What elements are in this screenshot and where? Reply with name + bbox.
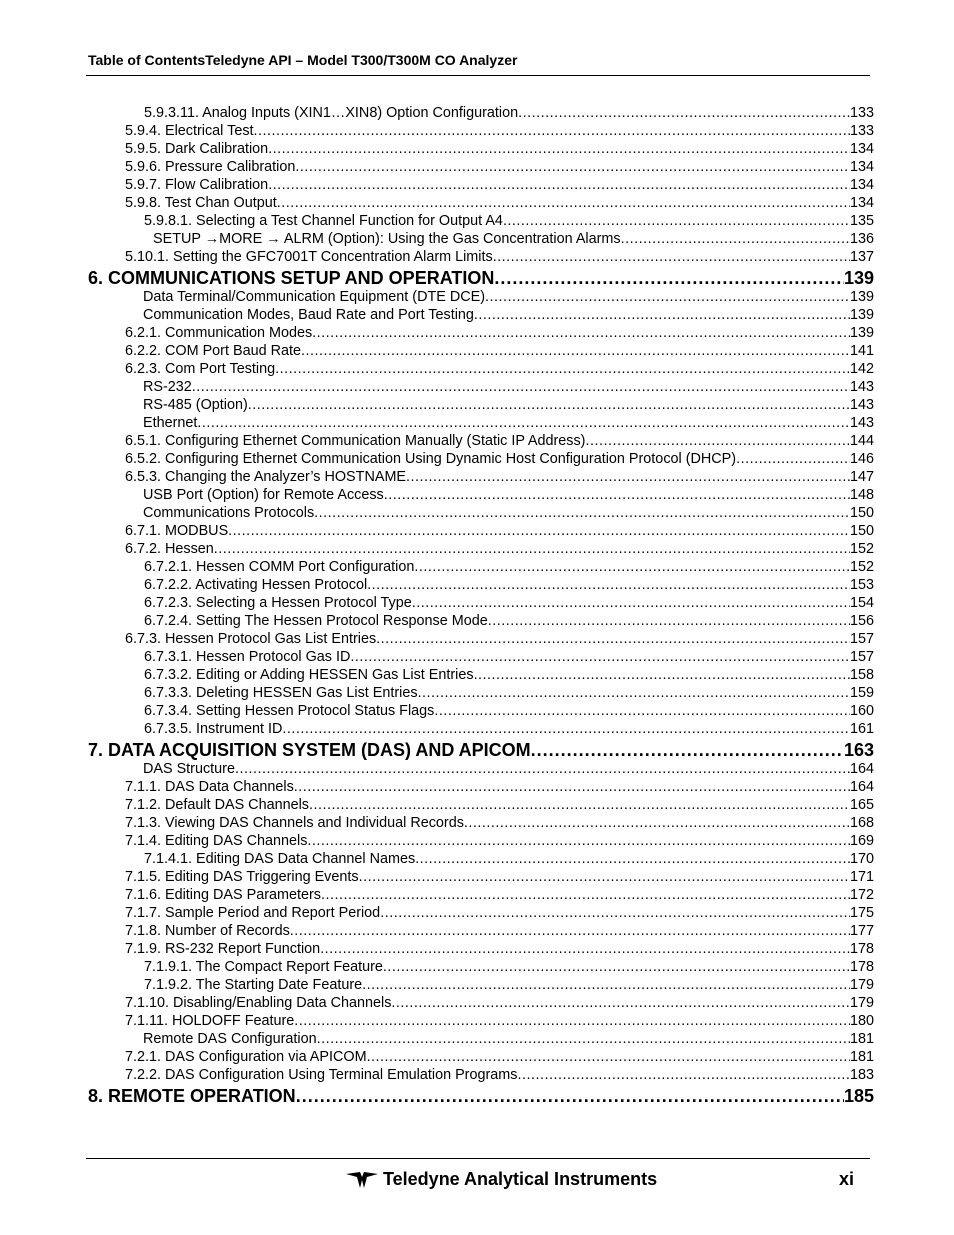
- toc-entry[interactable]: [88, 994, 874, 1012]
- toc-entry[interactable]: [88, 702, 874, 720]
- toc-entry-page: 150: [849, 505, 874, 521]
- toc-entry-page: 135: [849, 213, 874, 229]
- toc-entry-page: 170: [849, 851, 874, 867]
- toc-entry-page: 181: [849, 1049, 874, 1065]
- toc-entry-page: 160: [849, 703, 874, 719]
- toc-entry-page: 144: [849, 433, 874, 449]
- toc-entry-title: 7.1.9. RS-232 Report Function: [125, 941, 321, 957]
- toc-entry[interactable]: [88, 558, 874, 576]
- toc-entry-title: Remote DAS Configuration: [143, 1031, 317, 1047]
- toc-entry-title: 6.2.2. COM Port Baud Rate: [125, 343, 301, 359]
- toc-entry-page: 158: [849, 667, 874, 683]
- toc-entry-page: 134: [849, 159, 874, 175]
- toc-entry[interactable]: [88, 158, 874, 176]
- toc-entry-page: 143: [849, 379, 874, 395]
- toc-entry-page: 147: [849, 469, 874, 485]
- dot-leader: [275, 360, 850, 378]
- toc-entry-page: 164: [849, 761, 874, 777]
- toc-entry-title: USB Port (Option) for Remote Access: [143, 487, 384, 503]
- toc-entry-title: 6.5.3. Changing the Analyzer’s HOSTNAME: [125, 469, 407, 485]
- toc-entry-page: 157: [849, 649, 874, 665]
- toc-entry[interactable]: [88, 904, 874, 922]
- toc-entry-title: 6.7.3.1. Hessen Protocol Gas ID: [144, 649, 351, 665]
- toc-entry-page: 139: [849, 307, 874, 323]
- toc-entry[interactable]: [88, 324, 874, 342]
- toc-entry[interactable]: [88, 922, 874, 940]
- dot-leader: [359, 868, 850, 886]
- toc-entry[interactable]: [88, 886, 874, 904]
- toc-entry-title: 7.1.6. Editing DAS Parameters: [125, 887, 321, 903]
- toc-chapter-entry[interactable]: [88, 268, 874, 288]
- toc-entry-title: 7.1.1. DAS Data Channels: [125, 779, 294, 795]
- dot-leader: [517, 1066, 850, 1084]
- dot-leader: [296, 1086, 844, 1106]
- toc-entry-page: 137: [849, 249, 874, 265]
- toc-entry[interactable]: [88, 212, 874, 230]
- dot-leader: [488, 612, 850, 630]
- dot-leader: [235, 760, 850, 778]
- toc-entry[interactable]: [88, 248, 874, 266]
- dot-leader: [406, 468, 850, 486]
- dot-leader: [248, 396, 850, 414]
- toc-entry-page: 139: [849, 289, 874, 305]
- toc-entry-title: 7.2.1. DAS Configuration via APICOM: [125, 1049, 367, 1065]
- toc-entry-page: 185: [843, 1086, 874, 1106]
- toc-entry-page: 142: [849, 361, 874, 377]
- toc-entry[interactable]: [88, 576, 874, 594]
- dot-leader: [192, 378, 850, 396]
- toc-entry-title: 7.1.3. Viewing DAS Channels and Individual Records: [125, 815, 464, 831]
- toc-entry-title: 7.1.4. Editing DAS Channels: [125, 833, 308, 849]
- toc-entry[interactable]: [88, 612, 874, 630]
- toc-entry-page: 136: [849, 231, 874, 247]
- teledyne-logo-icon: [345, 1168, 379, 1190]
- toc-entry-page: 148: [849, 487, 874, 503]
- dot-leader: [376, 630, 850, 648]
- dot-leader: [391, 994, 850, 1012]
- dot-leader: [474, 666, 850, 684]
- dot-leader: [268, 176, 850, 194]
- toc-entry[interactable]: [88, 1012, 874, 1030]
- dot-leader: [317, 1030, 850, 1048]
- toc-entry[interactable]: [88, 414, 874, 432]
- header-rule: [86, 75, 870, 76]
- toc-entry-title: 6.5.1. Configuring Ethernet Communication Manually (Static IP Address): [125, 433, 586, 449]
- toc-entry-page: 154: [849, 595, 874, 611]
- toc-entry-page: 171: [849, 869, 874, 885]
- dot-leader: [414, 558, 850, 576]
- toc-entry-title: 5.10.1. Setting the GFC7001T Concentration Alarm Limits: [125, 249, 493, 265]
- toc-entry-page: 161: [849, 721, 874, 737]
- toc-entry-page: 178: [849, 959, 874, 975]
- toc-entry-title: 5.9.8. Test Chan Output: [125, 195, 277, 211]
- toc-entry-title: 7.1.10. Disabling/Enabling Data Channels: [125, 995, 392, 1011]
- dot-leader: [585, 432, 850, 450]
- toc-entry[interactable]: [88, 814, 874, 832]
- toc-entry-title: 6.5.2. Configuring Ethernet Communication Using Dynamic Host Configuration Protocol (DHCP): [125, 451, 737, 467]
- toc-entry-title: 5.9.7. Flow Calibration: [125, 177, 269, 193]
- dot-leader: [228, 522, 850, 540]
- toc-entry-page: 156: [849, 613, 874, 629]
- toc-entry[interactable]: [88, 1066, 874, 1084]
- dot-leader: [309, 796, 850, 814]
- toc-entry[interactable]: [88, 868, 874, 886]
- toc-entry[interactable]: [88, 540, 874, 558]
- toc-entry[interactable]: [88, 504, 874, 522]
- toc-chapter-entry[interactable]: [88, 1086, 874, 1106]
- toc-entry-page: 146: [849, 451, 874, 467]
- toc-entry-page: 175: [849, 905, 874, 921]
- dot-leader: [518, 104, 850, 122]
- page-number: xi: [838, 1169, 854, 1189]
- toc-entry[interactable]: [88, 378, 874, 396]
- toc-entry[interactable]: [88, 288, 874, 306]
- toc-entry-title: Communication Modes, Baud Rate and Port Testing: [143, 307, 474, 323]
- toc-entry-page: 139: [843, 268, 874, 288]
- toc-entry-page: 183: [849, 1067, 874, 1083]
- toc-entry-title: 5.9.6. Pressure Calibration: [125, 159, 296, 175]
- toc-entry[interactable]: [88, 648, 874, 666]
- dot-leader: [268, 140, 850, 158]
- toc-entry[interactable]: [88, 306, 874, 324]
- dot-leader: [383, 958, 850, 976]
- toc-entry[interactable]: [88, 396, 874, 414]
- dot-leader: [362, 976, 850, 994]
- toc-entry-page: 169: [849, 833, 874, 849]
- toc-entry-page: 180: [849, 1013, 874, 1029]
- toc-entry-page: 143: [849, 415, 874, 431]
- toc-entry-title: 7.1.8. Number of Records: [125, 923, 290, 939]
- toc-entry-title: 6.7.3.2. Editing or Adding HESSEN Gas List Entries: [144, 667, 474, 683]
- toc-entry-title: 6.2.1. Communication Modes: [125, 325, 313, 341]
- dot-leader: [736, 450, 850, 468]
- dot-leader: [320, 940, 850, 958]
- dot-leader: [412, 594, 850, 612]
- toc-entry-title: 7.1.11. HOLDOFF Feature: [125, 1013, 295, 1029]
- toc-entry-page: 134: [849, 177, 874, 193]
- dot-leader: [277, 194, 850, 212]
- toc-entry[interactable]: [88, 594, 874, 612]
- toc-entry[interactable]: [88, 140, 874, 158]
- dot-leader: [474, 306, 850, 324]
- toc-entry[interactable]: [88, 230, 874, 248]
- toc-entry-title: 5.9.3.11. Analog Inputs (XIN1…XIN8) Option Configuration: [144, 105, 519, 121]
- toc-entry-page: 134: [849, 141, 874, 157]
- toc-entry[interactable]: [88, 194, 874, 212]
- toc-entry[interactable]: [88, 522, 874, 540]
- toc-entry-title: 7.1.5. Editing DAS Triggering Events: [125, 869, 359, 885]
- toc-entry-title: 6.7.2.2. Activating Hessen Protocol: [144, 577, 368, 593]
- dot-leader: [321, 886, 850, 904]
- toc-entry[interactable]: [88, 832, 874, 850]
- dot-leader: [282, 720, 850, 738]
- dot-leader: [464, 814, 850, 832]
- toc-entry-title: RS-485 (Option): [143, 397, 248, 413]
- toc-entry[interactable]: [88, 176, 874, 194]
- toc-entry-title: 7.1.9.1. The Compact Report Feature: [144, 959, 383, 975]
- toc-entry-title: 6.7.2.4. Setting The Hessen Protocol Response Mode: [144, 613, 488, 629]
- toc-entry-title: 6.7.2.3. Selecting a Hessen Protocol Type: [144, 595, 412, 611]
- toc-entry-title: Communications Protocols: [143, 505, 315, 521]
- toc-entry-page: 153: [849, 577, 874, 593]
- dot-leader: [380, 904, 850, 922]
- toc-entry-page: 133: [849, 123, 874, 139]
- toc-entry[interactable]: [88, 630, 874, 648]
- toc-entry-title: 5.9.5. Dark Calibration: [125, 141, 269, 157]
- toc-entry-page: 159: [849, 685, 874, 701]
- toc-entry-title: 6.7.2. Hessen: [125, 541, 214, 557]
- toc-entry-page: 172: [849, 887, 874, 903]
- toc-entry[interactable]: [88, 958, 874, 976]
- toc-entry[interactable]: [88, 122, 874, 140]
- toc-entry-title: 6.7.3. Hessen Protocol Gas List Entries: [125, 631, 377, 647]
- dot-leader: [493, 248, 850, 266]
- dot-leader: [312, 324, 850, 342]
- dot-leader: [295, 158, 850, 176]
- toc-entry[interactable]: [88, 468, 874, 486]
- dot-leader: [314, 504, 850, 522]
- toc-entry-title: Ethernet: [143, 415, 198, 431]
- toc-entry-title: Data Terminal/Communication Equipment (DTE DCE): [143, 289, 486, 305]
- toc-entry[interactable]: [88, 104, 874, 122]
- toc-entry-title: 7.1.7. Sample Period and Report Period: [125, 905, 381, 921]
- dot-leader: [531, 740, 844, 760]
- toc-entry[interactable]: [88, 940, 874, 958]
- toc-entry-page: 165: [849, 797, 874, 813]
- dot-leader: [621, 230, 850, 248]
- toc-entry-page: 177: [849, 923, 874, 939]
- dot-leader: [434, 702, 850, 720]
- toc-entry-title: SETUP →MORE → ALRM (Option): Using the Gas Concentration Alarms: [153, 231, 621, 247]
- dot-leader: [214, 540, 850, 558]
- toc-entry[interactable]: [88, 432, 874, 450]
- toc-chapter-entry[interactable]: [88, 740, 874, 760]
- dot-leader: [503, 212, 850, 230]
- toc-entry-page: 178: [849, 941, 874, 957]
- toc-entry[interactable]: [88, 342, 874, 360]
- dot-leader: [367, 576, 850, 594]
- toc-entry-title: 8. REMOTE OPERATION: [88, 1086, 296, 1106]
- dot-leader: [485, 288, 850, 306]
- toc-entry-page: 143: [849, 397, 874, 413]
- toc-entry-page: 164: [849, 779, 874, 795]
- table-of-contents: [88, 104, 874, 1106]
- toc-entry[interactable]: [88, 450, 874, 468]
- dot-leader: [301, 342, 850, 360]
- dot-leader: [294, 1012, 850, 1030]
- toc-entry-title: 5.9.8.1. Selecting a Test Channel Function for Output A4: [144, 213, 503, 229]
- toc-entry-page: 181: [849, 1031, 874, 1047]
- toc-entry-page: 168: [849, 815, 874, 831]
- footer-company: Teledyne Analytical Instruments: [383, 1168, 658, 1189]
- dot-leader: [290, 922, 850, 940]
- toc-entry[interactable]: [88, 360, 874, 378]
- toc-entry-title: 6.7.2.1. Hessen COMM Port Configuration: [144, 559, 415, 575]
- toc-entry-title: RS-232: [143, 379, 192, 395]
- dot-leader: [254, 122, 850, 140]
- page-header: Table of ContentsTeledyne API – Model T300/T300M CO Analyzer: [88, 52, 518, 68]
- toc-entry-page: 141: [849, 343, 874, 359]
- toc-entry[interactable]: [88, 760, 874, 778]
- dot-leader: [494, 268, 844, 288]
- toc-entry-title: 6.7.1. MODBUS: [125, 523, 229, 539]
- dot-leader: [294, 778, 850, 796]
- toc-entry-title: 7. DATA ACQUISITION SYSTEM (DAS) AND APICOM: [88, 740, 531, 760]
- toc-entry-title: 7.1.9.2. The Starting Date Feature: [144, 977, 363, 993]
- dot-leader: [418, 684, 850, 702]
- toc-entry-page: 150: [849, 523, 874, 539]
- toc-entry-title: 5.9.4. Electrical Test: [125, 123, 254, 139]
- toc-entry[interactable]: [88, 1048, 874, 1066]
- toc-entry[interactable]: [88, 976, 874, 994]
- toc-entry-page: 152: [849, 541, 874, 557]
- toc-entry-title: 7.2.2. DAS Configuration Using Terminal Emulation Programs: [125, 1067, 518, 1083]
- dot-leader: [415, 850, 850, 868]
- toc-entry-title: 6.7.3.3. Deleting HESSEN Gas List Entries: [144, 685, 418, 701]
- dot-leader: [350, 648, 850, 666]
- toc-entry[interactable]: [88, 486, 874, 504]
- toc-entry-page: 157: [849, 631, 874, 647]
- toc-entry-page: 179: [849, 977, 874, 993]
- toc-entry[interactable]: [88, 684, 874, 702]
- dot-leader: [367, 1048, 850, 1066]
- dot-leader: [307, 832, 850, 850]
- toc-entry-title: 7.1.4.1. Editing DAS Data Channel Names: [144, 851, 416, 867]
- footer-rule: [86, 1158, 870, 1159]
- toc-entry-title: 6.7.3.5. Instrument ID: [144, 721, 283, 737]
- toc-entry[interactable]: [88, 850, 874, 868]
- toc-entry-title: 7.1.2. Default DAS Channels: [125, 797, 309, 813]
- toc-entry-page: 179: [849, 995, 874, 1011]
- toc-entry-page: 133: [849, 105, 874, 121]
- toc-entry-page: 134: [849, 195, 874, 211]
- toc-entry[interactable]: [88, 666, 874, 684]
- toc-entry-title: 6.2.3. Com Port Testing: [125, 361, 276, 377]
- toc-entry-title: 6. COMMUNICATIONS SETUP AND OPERATION: [88, 268, 495, 288]
- toc-entry-page: 163: [843, 740, 874, 760]
- toc-entry[interactable]: [88, 720, 874, 738]
- dot-leader: [384, 486, 850, 504]
- page-footer: [345, 1168, 657, 1190]
- toc-entry-page: 139: [849, 325, 874, 341]
- dot-leader: [197, 414, 850, 432]
- toc-entry[interactable]: [88, 796, 874, 814]
- toc-entry[interactable]: [88, 1030, 874, 1048]
- toc-entry-page: 152: [849, 559, 874, 575]
- toc-entry-title: DAS Structure: [143, 761, 235, 777]
- toc-entry[interactable]: [88, 778, 874, 796]
- toc-entry-title: 6.7.3.4. Setting Hessen Protocol Status Flags: [144, 703, 435, 719]
